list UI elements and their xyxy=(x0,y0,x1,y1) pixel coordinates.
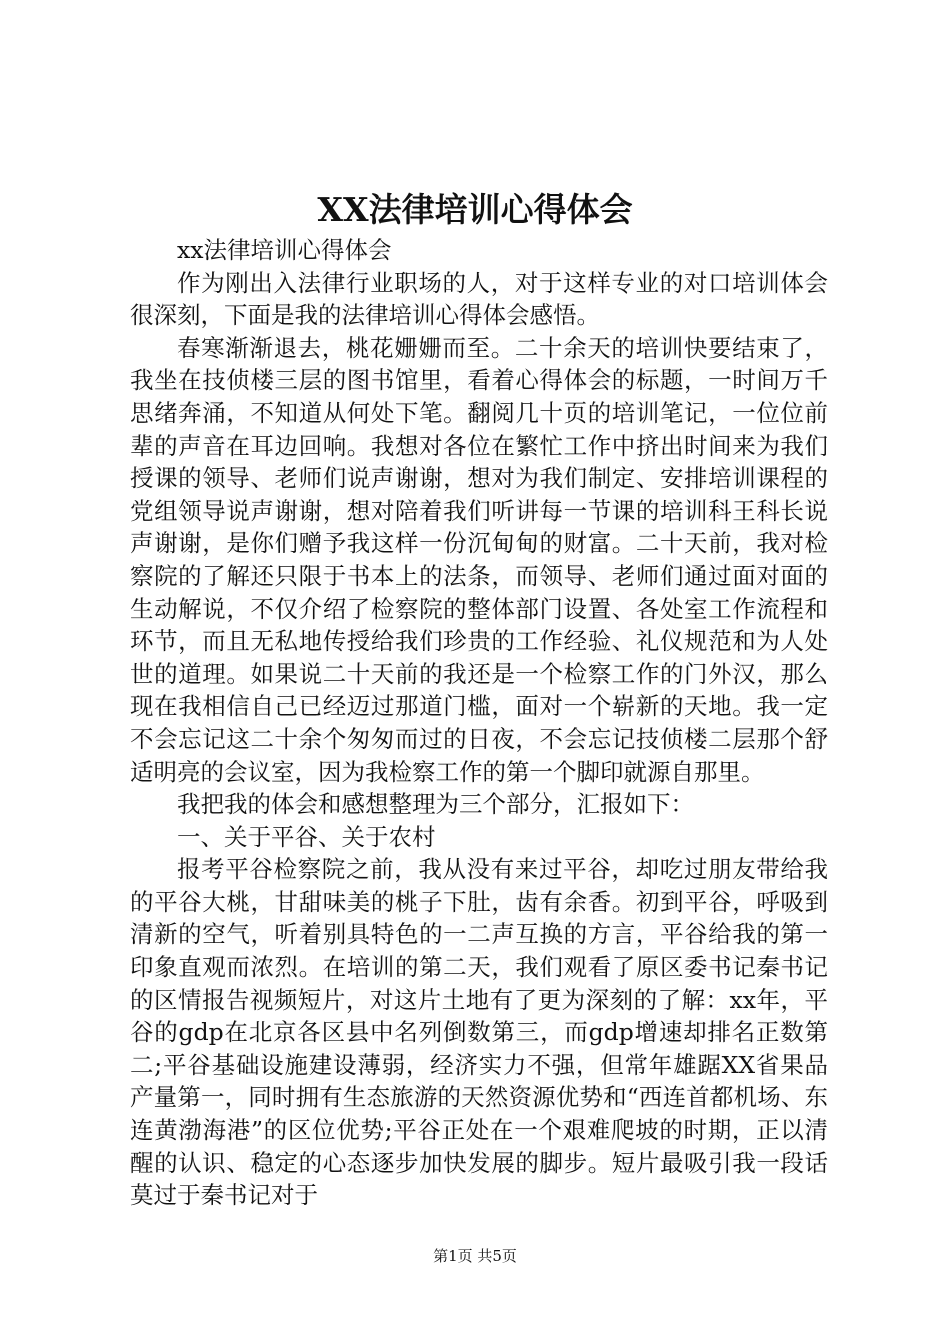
paragraph-intro: 作为刚出入法律行业职场的人，对于这样专业的对口培训体会很深刻，下面是我的法律培训心得体会感悟。 xyxy=(130,268,828,330)
paragraph-pinggu: 报考平谷检察院之前，我从没有来过平谷，却吃过朋友带给我的平谷大桃，甘甜味美的桃子下肚，齿有余香。初到平谷，呼吸到清新的空气，听着别具特色的一二声互换的方言，平谷给我的第一印象直观而浓烈。在培训的第二天，我们观看了原区委书记秦书记的区情报告视频短片，对这片土地有了更为深刻的了解：xx年，平谷的gdp在北京各区县中名列倒数第三，而gdp增速却排名正数第二;平谷基础设施建设薄弱，经济实力不强，但常年雄踞XX省果品产量第一，同时拥有生态旅游的天然资源优势和“西连首都机场、东连黄渤海港”的区位优势;平谷正处在一个艰难爬坡的时期，正以清醒的认识、稳定的心态逐步加快发展的脚步。短片最吸引我一段话莫过于秦书记对于 xyxy=(130,855,828,1210)
paragraph-subtitle: xx法律培训心得体会 xyxy=(177,236,392,264)
document-title: XX法律培训心得体会 xyxy=(317,190,633,229)
paragraph-summary-intro: 我把我的体会和感想整理为三个部分，汇报如下： xyxy=(177,790,694,819)
document-body xyxy=(130,234,828,1212)
page-footer: 第1页 共5页 xyxy=(433,1247,517,1265)
paragraph-reflection: 春寒渐渐退去，桃花姗姗而至。二十余天的培训快要结束了，我坐在技侦楼三层的图书馆里，看着心得体会的标题，一时间万千思绪奔涌，不知道从何处下笔。翻阅几十页的培训笔记，一位位前辈的声音在耳边回响。我想对各位在繁忙工作中挤出时间来为我们授课的领导、老师们说声谢谢，想对为我们制定、安排培训课程的党组领导说声谢谢，想对陪着我们听讲每一节课的培训科王科长说声谢谢，是你们赠予我这样一份沉甸甸的财富。二十天前，我对检察院的了解还只限于书本上的法条，而领导、老师们通过面对面的生动解说，不仅介绍了检察院的整体部门设置、各处室工作流程和环节，而且无私地传授给我们珍贵的工作经验、礼仪规范和为人处世的道理。如果说二十天前的我还是一个检察工作的门外汉，那么现在我相信自己已经迈过那道门槛，面对一个崭新的天地。我一定不会忘记这二十余个匆匆而过的日夜，不会忘记技侦楼二层那个舒适明亮的会议室，因为我检察工作的第一个脚印就源自那里。 xyxy=(130,333,828,786)
section-heading-pinggu: 一、关于平谷、关于农村 xyxy=(177,822,436,851)
